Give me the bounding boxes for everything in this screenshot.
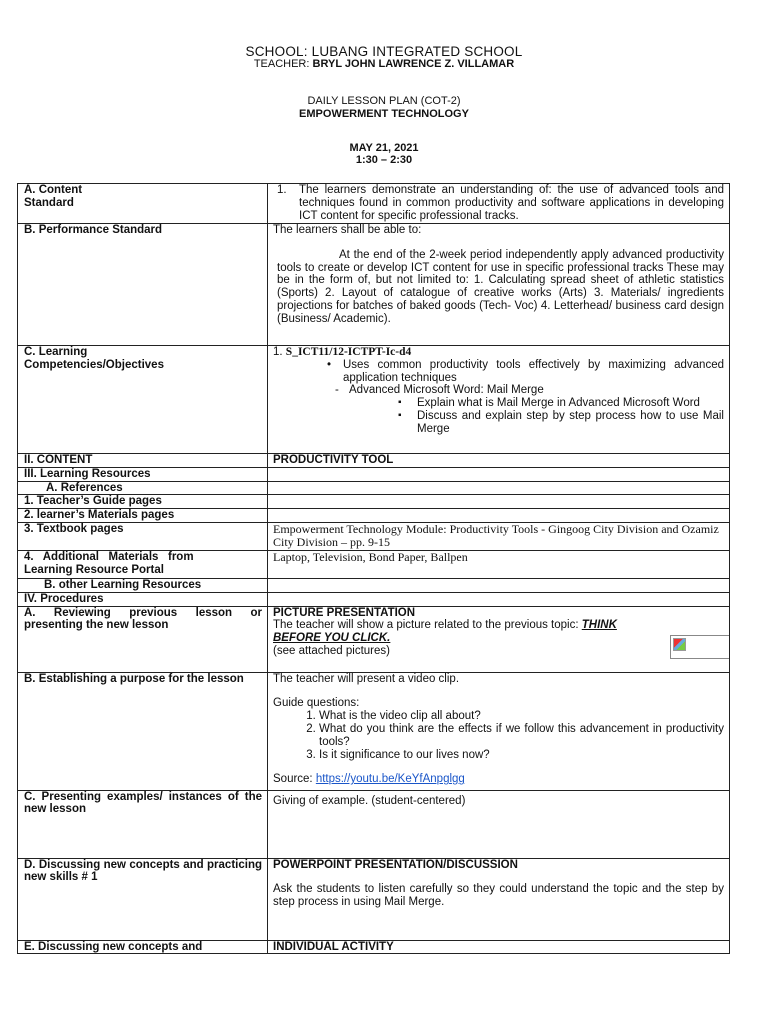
row-content: [268, 606, 730, 672]
competency-list: [273, 359, 724, 385]
list-item: ▪ Explain what is Mail Merge in Advanced Microsoft Word: [417, 397, 724, 410]
row-label: B. Establishing a purpose for the lesson: [18, 672, 268, 790]
video-text: The teacher will present a video clip.: [273, 672, 460, 685]
source-link[interactable]: https://youtu.be/KeYfAnpglgg: [315, 773, 465, 786]
row-label-line: A. Content: [24, 184, 83, 196]
section-heading: POWERPOINT PRESENTATION/DISCUSSION: [273, 858, 518, 871]
source-line: [273, 773, 724, 786]
performance-text: At the end of the 2-week period independently apply advanced productivity tools to create or develop ICT content for use in specific professional tracks These may be in the form of, but not limited to: 1. Calculating spread sheet of athletic statistics (Sports) 2. Layout of catalogue of creative works (Arts) 3. Materials/ ingredients projections for batches of baked goods (Tech- Voc) 4. Letterhead/ business card design (Business/ Academic).: [277, 248, 724, 325]
list-item: 2. What do you think are the effects if we follow this advancement in productivity tools?: [319, 723, 724, 749]
topic-title: BEFORE YOU CLICK.: [273, 632, 391, 645]
competency-code-line: [273, 346, 724, 359]
row-label-line: Competencies/Objectives: [24, 358, 164, 371]
row-label-line: Standard: [24, 196, 74, 209]
school-name: SCHOOL: LUBANG INTEGRATED SCHOOL: [245, 44, 523, 59]
attached-picture[interactable]: [670, 635, 729, 659]
teacher-line: [0, 58, 768, 71]
lesson-plan-table: [17, 183, 730, 954]
row-label: D. Discussing new concepts and practicing new skills # 1: [18, 858, 268, 940]
row-label: 1. Teacher’s Guide pages: [18, 495, 268, 509]
row-content: [268, 495, 730, 509]
row-label-line: 4. Additional Materials from: [24, 550, 194, 563]
table-row: [18, 184, 730, 224]
objective-list: [273, 397, 724, 435]
plan-title: DAILY LESSON PLAN (COT-2): [307, 95, 461, 107]
row-label: A. Reviewing previous lesson or presenting the new lesson: [18, 606, 268, 672]
item-number: 1.: [277, 184, 287, 196]
example-text: Giving of example. (student-centered): [273, 794, 466, 807]
performance-intro: The learners shall be able to:: [273, 224, 422, 236]
topic-title: THINK: [581, 619, 617, 632]
table-row: [18, 495, 730, 509]
table-row: [18, 940, 730, 954]
list-item: ▪ Discuss and explain step by step process how to use Mail Merge: [417, 410, 724, 436]
row-content: Laptop, Television, Bond Paper, Ballpen: [268, 550, 730, 578]
row-label: C. Presenting examples/ instances of the new lesson: [18, 790, 268, 858]
row-label: III. Learning Resources: [18, 467, 268, 481]
table-row: [18, 672, 730, 790]
topic-line: - Advanced Microsoft Word: Mail Merge: [273, 384, 724, 397]
row-content: [268, 346, 730, 454]
item-number: 1.: [273, 346, 283, 358]
teacher-label: TEACHER:: [253, 58, 310, 70]
broken-image-icon: [673, 638, 686, 651]
content-standard-text: The learners demonstrate an understanding of: the use of advanced tools and techniques found in common productivity and software applications in developing ICT content for specific professional tracks.: [299, 184, 724, 222]
list-item: 3. Is it significance to our lives now?: [319, 749, 724, 762]
row-label: [18, 184, 268, 224]
list-item: 1. What is the video clip all about?: [319, 710, 724, 723]
lesson-time: 1:30 – 2:30: [355, 154, 413, 166]
row-label: [18, 346, 268, 454]
lesson-date: MAY 21, 2021: [349, 142, 419, 154]
row-label-line: Learning Resource Portal: [24, 563, 164, 576]
row-label: II. CONTENT: [18, 454, 268, 468]
table-row: [18, 550, 730, 578]
row-content: [268, 672, 730, 790]
table-row: [18, 858, 730, 940]
row-content: [268, 481, 730, 495]
guide-label: Guide questions:: [273, 697, 360, 710]
table-row: [18, 481, 730, 495]
table-row: [18, 578, 730, 592]
discussion-text: Ask the students to listen carefully so they could understand the topic and the step by step process in using Mail Merge.: [273, 883, 724, 909]
row-content: [268, 184, 730, 224]
table-row: [18, 790, 730, 858]
row-label: B. other Learning Resources: [18, 578, 268, 592]
row-label: B. Performance Standard: [18, 224, 268, 346]
row-content: [268, 224, 730, 346]
row-label: 2. learner’s Materials pages: [18, 509, 268, 523]
guide-questions: [273, 710, 724, 761]
list-item: • Uses common productivity tools effectively by maximizing advanced application techniques: [343, 359, 724, 385]
picture-text: The teacher will show a picture related to the previous topic:: [273, 619, 579, 632]
table-row: [18, 467, 730, 481]
competency-code: S_ICT11/12-ICTPT-Ic-d4: [285, 346, 412, 358]
row-content: [268, 790, 730, 858]
picture-note: (see attached pictures): [273, 644, 390, 657]
numbered-item: [273, 184, 724, 222]
picture-text-line: [273, 619, 724, 632]
row-content: PRODUCTIVITY TOOL: [268, 454, 730, 468]
row-label: 3. Textbook pages: [18, 522, 268, 550]
source-label: Source:: [273, 773, 313, 786]
row-content: [268, 858, 730, 940]
row-content: [268, 467, 730, 481]
row-label: E. Discussing new concepts and: [18, 940, 268, 954]
table-row: [18, 592, 730, 606]
row-label: A. References: [18, 481, 268, 495]
teacher-name: BRYL JOHN LAWRENCE Z. VILLAMAR: [312, 58, 515, 70]
table-row: [18, 606, 730, 672]
table-row: [18, 346, 730, 454]
row-content: [268, 578, 730, 592]
row-content: [268, 592, 730, 606]
row-content: [268, 509, 730, 523]
table-row: [18, 224, 730, 346]
table-row: [18, 522, 730, 550]
table-row: [18, 454, 730, 468]
table-row: [18, 509, 730, 523]
row-label-line: C. Learning: [24, 346, 88, 358]
row-content: Empowerment Technology Module: Productivity Tools - Gingoog City Division and Ozamiz City Division – pp. 9-15: [268, 522, 730, 550]
subject-title: EMPOWERMENT TECHNOLOGY: [299, 108, 469, 120]
row-label: [18, 550, 268, 578]
row-label: IV. Procedures: [18, 592, 268, 606]
row-content: INDIVIDUAL ACTIVITY: [268, 940, 730, 954]
section-heading: PICTURE PRESENTATION: [273, 606, 416, 619]
